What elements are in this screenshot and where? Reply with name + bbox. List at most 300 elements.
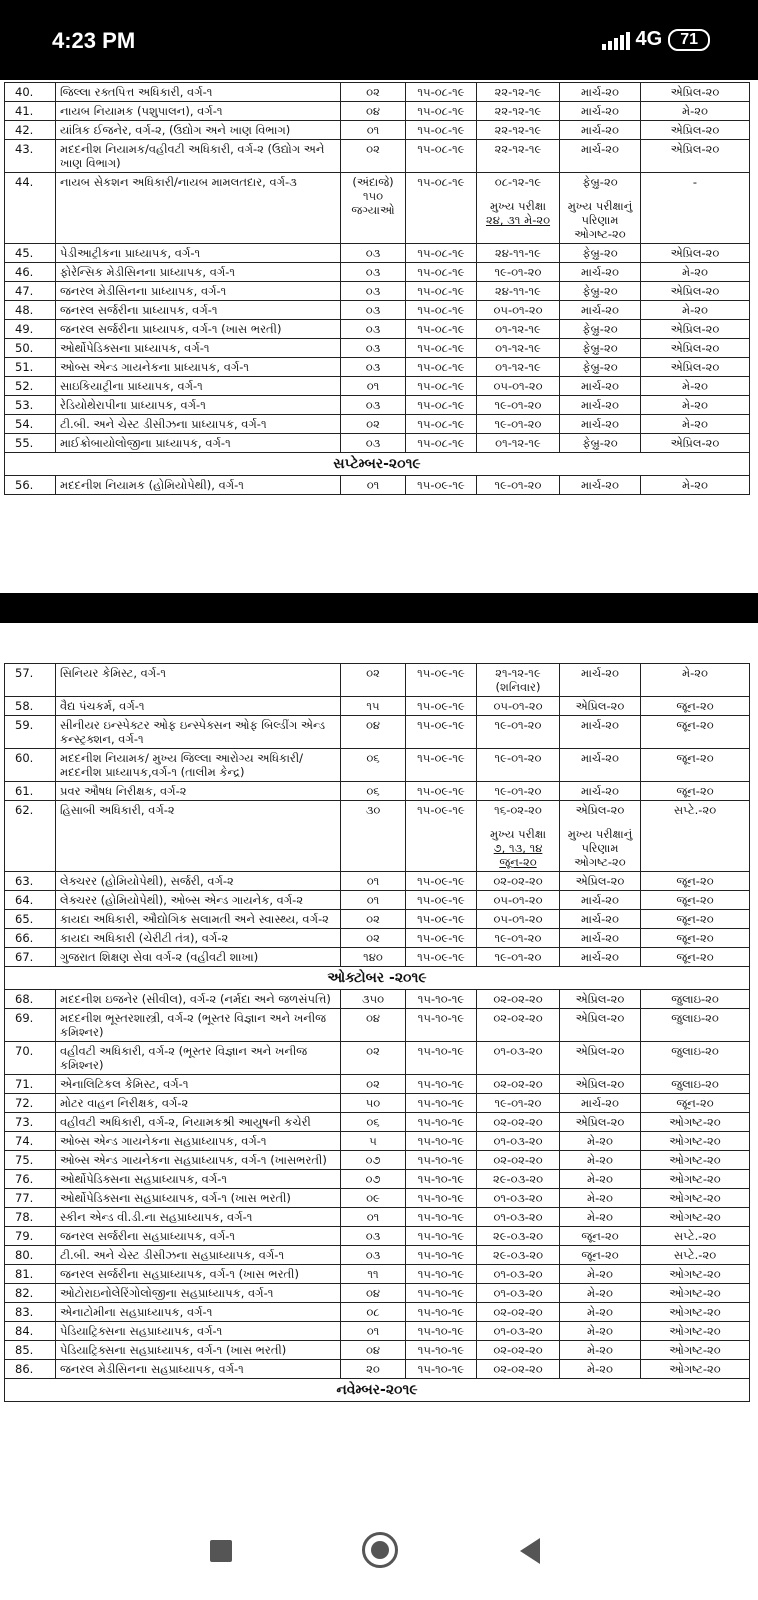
advertisement-date: ૧૫-૧૦-૧૯ xyxy=(406,1113,477,1132)
row-number: 86. xyxy=(5,1360,56,1379)
advertisement-date: ૧૫-૧૦-૧૯ xyxy=(406,1075,477,1094)
post-name: લેક્ચરર (હોમિયોપેથી), ઓબ્સ એન્ડ ગાયનેક, વર્ગ-૨ xyxy=(56,891,341,910)
result-month: મે-૨૦ xyxy=(560,1360,641,1379)
advertisement-date: ૧૫-૦૯-૧૯ xyxy=(406,801,477,872)
row-number: 41. xyxy=(5,102,56,121)
exam-date-cell xyxy=(477,173,560,244)
row-number: 67. xyxy=(5,948,56,967)
vacancy-count: ૦૯ xyxy=(341,1189,406,1208)
vacancy-count: ૧૧ xyxy=(341,1265,406,1284)
table-row xyxy=(5,263,750,282)
interview-month: એપ્રિલ-૨૦ xyxy=(641,358,750,377)
table-row xyxy=(5,1246,750,1265)
result-month: મે-૨૦ xyxy=(560,1284,641,1303)
result-month: માર્ચ-૨૦ xyxy=(560,102,641,121)
table-row xyxy=(5,1113,750,1132)
result-month: મે-૨૦ xyxy=(560,1265,641,1284)
result-month: માર્ચ-૨૦ xyxy=(560,301,641,320)
result-month: ફેબ્રુ-૨૦ xyxy=(560,358,641,377)
vacancy-count: ૦૩ xyxy=(341,282,406,301)
table-row xyxy=(5,1303,750,1322)
row-number: 59. xyxy=(5,716,56,749)
row-number: 42. xyxy=(5,121,56,140)
table-row xyxy=(5,1094,750,1113)
main-exam-result: મુખ્ય પરીક્ષાનું પરિણામ ઓગષ્ટ-૨૦ xyxy=(567,827,633,869)
vacancy-count: ૦૩ xyxy=(341,396,406,415)
result-month: માર્ચ-૨૦ xyxy=(560,948,641,967)
vacancy-count: ૦૬ xyxy=(341,782,406,801)
result-month: મે-૨૦ xyxy=(560,1151,641,1170)
advertisement-date: ૧૫-૦૯-૧૯ xyxy=(406,910,477,929)
exam-date: ૦૨-૦૨-૨૦ xyxy=(477,872,560,891)
table-row xyxy=(5,301,750,320)
exam-date: ૦૫-૦૧-૨૦ xyxy=(477,891,560,910)
main-exam-date: ૨૪, ૩૧ મે-૨૦ xyxy=(485,213,551,227)
table-row xyxy=(5,990,750,1009)
advertisement-date: ૧૫-૦૮-૧૯ xyxy=(406,83,477,102)
vacancy-count: ૦૨ xyxy=(341,1042,406,1075)
exam-date: ૨૪-૧૧-૧૯ xyxy=(477,282,560,301)
interview-month: ઓગષ્ટ-૨૦ xyxy=(641,1208,750,1227)
post-name: પેડિયાટ્રિક્સના સહપ્રાધ્યાપક, વર્ગ-૧ xyxy=(56,1322,341,1341)
table-row xyxy=(5,396,750,415)
exam-date: ૦૧-૧૨-૧૯ xyxy=(477,358,560,377)
result-month: માર્ચ-૨૦ xyxy=(560,664,641,697)
result-month: માર્ચ-૨૦ xyxy=(560,377,641,396)
table-row xyxy=(5,929,750,948)
post-name: વહીવટી અધિકારી, વર્ગ-૨, નિયામકશ્રી આયુષની કચેરી xyxy=(56,1113,341,1132)
result-month: જૂન-૨૦ xyxy=(560,1227,641,1246)
vacancy-count: ૦૨ xyxy=(341,929,406,948)
advertisement-date: ૧૫-૦૮-૧૯ xyxy=(406,434,477,453)
row-number: 68. xyxy=(5,990,56,1009)
advertisement-date: ૧૫-૦૯-૧૯ xyxy=(406,948,477,967)
post-name: વૈદ્ય પંચકર્મ, વર્ગ-૧ xyxy=(56,697,341,716)
vacancy-count: ૨૦ xyxy=(341,1360,406,1379)
interview-month: ઓગષ્ટ-૨૦ xyxy=(641,1151,750,1170)
exam-date: ૦૧-૦૩-૨૦ xyxy=(477,1132,560,1151)
result-month: માર્ચ-૨૦ xyxy=(560,891,641,910)
result-month: મે-૨૦ xyxy=(560,1170,641,1189)
row-number: 54. xyxy=(5,415,56,434)
advertisement-date: ૧૫-૦૯-૧૯ xyxy=(406,872,477,891)
table-row xyxy=(5,282,750,301)
row-number: 46. xyxy=(5,263,56,282)
advertisement-date: ૧૫-૦૮-૧૯ xyxy=(406,102,477,121)
advertisement-date: ૧૫-૧૦-૧૯ xyxy=(406,1151,477,1170)
vacancy-count: ૦૪ xyxy=(341,716,406,749)
vacancy-count: ૦૧ xyxy=(341,377,406,396)
result-month: ફેબ્રુ-૨૦ xyxy=(560,434,641,453)
exam-date: ૦૨-૦૨-૨૦ xyxy=(477,1075,560,1094)
post-name: જનરલ મેડીસિનના સહપ્રાધ્યાપક, વર્ગ-૧ xyxy=(56,1360,341,1379)
advertisement-date: ૧૫-૧૦-૧૯ xyxy=(406,1009,477,1042)
row-number: 61. xyxy=(5,782,56,801)
result-month: મે-૨૦ xyxy=(560,1341,641,1360)
post-name: મદદનીશ ભૂસ્તરશાસ્ત્રી, વર્ગ-૨ (ભૂસ્તર વિજ્ઞાન અને ખનીજ કમિશ્નર) xyxy=(56,1009,341,1042)
row-number: 65. xyxy=(5,910,56,929)
result-month: એપ્રિલ-૨૦ xyxy=(560,1075,641,1094)
table-row xyxy=(5,801,750,872)
row-number: 52. xyxy=(5,377,56,396)
battery-icon: 71 xyxy=(668,29,710,51)
result-month: માર્ચ-૨૦ xyxy=(560,415,641,434)
exam-date: ૧૯-૦૧-૨૦ xyxy=(477,476,560,495)
interview-month: ઓગષ્ટ-૨૦ xyxy=(641,1360,750,1379)
result-month: માર્ચ-૨૦ xyxy=(560,1094,641,1113)
post-name: જનરલ સર્જરીના સહપ્રાધ્યાપક, વર્ગ-૧ xyxy=(56,1227,341,1246)
recents-button-icon[interactable] xyxy=(210,1540,232,1562)
table-row xyxy=(5,1042,750,1075)
exam-date: ૧૯-૦૧-૨૦ xyxy=(477,1094,560,1113)
advertisement-date: ૧૫-૦૯-૧૯ xyxy=(406,716,477,749)
row-number: 78. xyxy=(5,1208,56,1227)
table-row xyxy=(5,948,750,967)
row-number: 49. xyxy=(5,320,56,339)
recruitment-table-1 xyxy=(4,82,750,495)
result-month: ફેબ્રુ-૨૦ xyxy=(560,282,641,301)
main-exam-date: ૭, ૧૩, ૧૪ જૂન-૨૦ xyxy=(493,841,543,869)
back-button-icon[interactable] xyxy=(520,1538,540,1564)
advertisement-date: ૧૫-૧૦-૧૯ xyxy=(406,1360,477,1379)
signal-icon xyxy=(602,30,630,50)
vacancy-count: ૦૧ xyxy=(341,872,406,891)
post-name: કાયદા અધિકારી, ઔદ્યોગિક સલામતી અને સ્વાસ્થ્ય, વર્ગ-૨ xyxy=(56,910,341,929)
result-month: માર્ચ-૨૦ xyxy=(560,716,641,749)
post-name: નાયબ સેકશન અધિકારી/નાયબ મામલતદાર, વર્ગ-૩ xyxy=(56,173,341,244)
interview-month: સપ્ટે.-૨૦ xyxy=(641,801,750,872)
result-month: માર્ચ-૨૦ xyxy=(560,263,641,282)
row-number: 56. xyxy=(5,476,56,495)
post-name: મદદનીશ ઇજનેર (સીવીલ), વર્ગ-૨ (નર્મદા અને જળસંપત્તિ) xyxy=(56,990,341,1009)
post-name: ઓર્થોપેડિક્સના સહપ્રાધ્યાપક, વર્ગ-૧ (ખાસ ભરતી) xyxy=(56,1189,341,1208)
post-name: ટી.બી. અને ચેસ્ટ ડીસીઝના સહપ્રાધ્યાપક, વર્ગ-૧ xyxy=(56,1246,341,1265)
interview-month: સપ્ટે.-૨૦ xyxy=(641,1246,750,1265)
result-month: માર્ચ-૨૦ xyxy=(560,749,641,782)
advertisement-date: ૧૫-૦૮-૧૯ xyxy=(406,320,477,339)
advertisement-date: ૧૫-૦૯-૧૯ xyxy=(406,929,477,948)
row-number: 77. xyxy=(5,1189,56,1208)
row-number: 84. xyxy=(5,1322,56,1341)
post-name: મદદનીશ નિયામક/ મુખ્ય જિલ્લા આરોગ્ય અધિકારી/મદદનીશ પ્રાધ્યાપક,વર્ગ-૧ (તાલીમ કેન્દ્ર) xyxy=(56,749,341,782)
post-name: નાયબ નિયામક (પશુપાલન), વર્ગ-૧ xyxy=(56,102,341,121)
post-name: ઓબ્સ એન્ડ ગાયનેકના પ્રાધ્યાપક, વર્ગ-૧ xyxy=(56,358,341,377)
vacancy-count: ૦૧ xyxy=(341,476,406,495)
month-divider-september xyxy=(5,453,750,476)
interview-month: જૂન-૨૦ xyxy=(641,782,750,801)
advertisement-date: ૧૫-૧૦-૧૯ xyxy=(406,1265,477,1284)
result-month: માર્ચ-૨૦ xyxy=(560,121,641,140)
advertisement-date: ૧૫-૦૮-૧૯ xyxy=(406,173,477,244)
post-name: રેડિયોથેરાપીના પ્રાધ્યાપક, વર્ગ-૧ xyxy=(56,396,341,415)
exam-date: ૧૯-૦૧-૨૦ xyxy=(477,396,560,415)
advertisement-date: ૧૫-૧૦-૧૯ xyxy=(406,990,477,1009)
table-row xyxy=(5,1009,750,1042)
vacancy-count: ૦૬ xyxy=(341,749,406,782)
row-number: 51. xyxy=(5,358,56,377)
advertisement-date: ૧૫-૧૦-૧૯ xyxy=(406,1227,477,1246)
advertisement-date: ૧૫-૦૯-૧૯ xyxy=(406,476,477,495)
interview-month: જૂન-૨૦ xyxy=(641,929,750,948)
result-cell xyxy=(560,801,641,872)
main-exam-result: મુખ્ય પરીક્ષાનું પરિણામ ઓગષ્ટ-૨૦ xyxy=(567,199,633,241)
exam-date: ૨૨-૧૨-૧૯ xyxy=(477,140,560,173)
vacancy-count: ૦૩ xyxy=(341,1227,406,1246)
row-number: 40. xyxy=(5,83,56,102)
interview-month: મે-૨૦ xyxy=(641,263,750,282)
advertisement-date: ૧૫-૦૮-૧૯ xyxy=(406,140,477,173)
result-month: માર્ચ-૨૦ xyxy=(560,83,641,102)
interview-month: મે-૨૦ xyxy=(641,102,750,121)
vacancy-count: ૦૬ xyxy=(341,1113,406,1132)
post-name: ફોરેન્સિક મેડીસિનના પ્રાધ્યાપક, વર્ગ-૧ xyxy=(56,263,341,282)
post-name: એનાલિટિકલ કેમિસ્ટ, વર્ગ-૧ xyxy=(56,1075,341,1094)
advertisement-date: ૧૫-૦૮-૧૯ xyxy=(406,301,477,320)
vacancy-count: ૫ xyxy=(341,1132,406,1151)
vacancy-count: ૦૩ xyxy=(341,244,406,263)
vacancy-count: ૦૨ xyxy=(341,415,406,434)
exam-date: ૦૧-૦૩-૨૦ xyxy=(477,1322,560,1341)
month-divider-november xyxy=(5,1379,750,1402)
table-row xyxy=(5,1341,750,1360)
result-month: મે-૨૦ xyxy=(560,1132,641,1151)
exam-date: ૦૫-૦૧-૨૦ xyxy=(477,377,560,396)
table-row xyxy=(5,121,750,140)
advertisement-date: ૧૫-૦૮-૧૯ xyxy=(406,396,477,415)
vacancy-count: ૦૧ xyxy=(341,1208,406,1227)
interview-month: ઓગષ્ટ-૨૦ xyxy=(641,1265,750,1284)
result-month: એપ્રિલ-૨૦ xyxy=(560,990,641,1009)
main-exam-label: મુખ્ય પરીક્ષા xyxy=(489,827,547,841)
main-exam-label: મુખ્ય પરીક્ષા xyxy=(489,199,547,213)
row-number: 71. xyxy=(5,1075,56,1094)
exam-date: ૨૯-૦૩-૨૦ xyxy=(477,1227,560,1246)
table-row xyxy=(5,173,750,244)
exam-date: ૧૯-૦૧-૨૦ xyxy=(477,929,560,948)
exam-date: ૦૧-૦૩-૨૦ xyxy=(477,1042,560,1075)
advertisement-date: ૧૫-૦૯-૧૯ xyxy=(406,891,477,910)
vacancy-count: (અંદાજે) ૧૫૦ જગ્યાઓ xyxy=(341,173,406,244)
vacancy-count: ૦૨ xyxy=(341,664,406,697)
post-name: ઓટોરાઇનોલેરિંગોલોજીના સહપ્રાધ્યાપક, વર્ગ-૧ xyxy=(56,1284,341,1303)
table-row xyxy=(5,339,750,358)
table-row xyxy=(5,664,750,697)
row-number: 74. xyxy=(5,1132,56,1151)
result-month: ફેબ્રુ-૨૦ xyxy=(560,339,641,358)
interview-month: એપ્રિલ-૨૦ xyxy=(641,339,750,358)
vacancy-count: ૦૪ xyxy=(341,1341,406,1360)
row-number: 50. xyxy=(5,339,56,358)
result-month: માર્ચ-૨૦ xyxy=(560,396,641,415)
row-number: 85. xyxy=(5,1341,56,1360)
vacancy-count: ૦૧ xyxy=(341,891,406,910)
interview-month: જૂન-૨૦ xyxy=(641,1094,750,1113)
vacancy-count: ૦૪ xyxy=(341,1284,406,1303)
post-name: હિસાબી અધિકારી, વર્ગ-૨ xyxy=(56,801,341,872)
post-name: ઓર્થોપેડિક્સના સહપ્રાધ્યાપક, વર્ગ-૧ xyxy=(56,1170,341,1189)
exam-date: ૦૨-૦૨-૨૦ xyxy=(477,1341,560,1360)
interview-month: જૂન-૨૦ xyxy=(641,749,750,782)
exam-date: ૧૯-૦૧-૨૦ xyxy=(477,749,560,782)
table-row xyxy=(5,1322,750,1341)
exam-date: ૦૨-૦૨-૨૦ xyxy=(477,1360,560,1379)
month-header: ઓક્ટોબર -૨૦૧૯ xyxy=(5,967,750,990)
table-row xyxy=(5,716,750,749)
interview-month: જુલાઇ-૨૦ xyxy=(641,1042,750,1075)
interview-month: જૂન-૨૦ xyxy=(641,910,750,929)
post-name: લેક્ચરર (હોમિયોપેથી), સર્જરી, વર્ગ-૨ xyxy=(56,872,341,891)
table-row xyxy=(5,358,750,377)
post-name: સાઇકિયાટ્રીના પ્રાધ્યાપક, વર્ગ-૧ xyxy=(56,377,341,396)
status-icons xyxy=(602,28,710,51)
result-month: જૂન-૨૦ xyxy=(560,1246,641,1265)
exam-date: ૦૫-૦૧-૨૦ xyxy=(477,910,560,929)
post-name: સીનીયર ઇન્સ્પેક્ટર ઓફ ઇન્સ્પેક્સન ઓફ બિલ્ડીંગ એન્ડ કન્સ્ટ્રક્શન, વર્ગ-૧ xyxy=(56,716,341,749)
row-number: 81. xyxy=(5,1265,56,1284)
interview-month: ઓગષ્ટ-૨૦ xyxy=(641,1303,750,1322)
table-row xyxy=(5,1075,750,1094)
post-name: કાયદા અધિકારી (ચેરીટી તંત્ર), વર્ગ-૨ xyxy=(56,929,341,948)
row-number: 44. xyxy=(5,173,56,244)
interview-month: જૂન-૨૦ xyxy=(641,891,750,910)
status-time: 4:23 PM xyxy=(52,28,136,53)
advertisement-date: ૧૫-૦૮-૧૯ xyxy=(406,244,477,263)
post-name: ગુજરાત શિક્ષણ સેવા વર્ગ-૨ (વહીવટી શાખા) xyxy=(56,948,341,967)
exam-date: ૦૮-૧૨-૧૯ xyxy=(494,175,542,189)
table-row xyxy=(5,1189,750,1208)
interview-month: મે-૨૦ xyxy=(641,301,750,320)
post-name: મદદનીશ નિયામક/વહીવટી અધિકારી, વર્ગ-૨ (ઉદ્યોગ અને ખાણ વિભાગ) xyxy=(56,140,341,173)
post-name: ટી.બી. અને ચેસ્ટ ડીસીઝના પ્રાધ્યાપક, વર્ગ-૧ xyxy=(56,415,341,434)
vacancy-count: ૩૫૦ xyxy=(341,990,406,1009)
row-number: 57. xyxy=(5,664,56,697)
advertisement-date: ૧૫-૦૮-૧૯ xyxy=(406,263,477,282)
document-page-1[interactable] xyxy=(0,80,758,593)
interview-month: ઓગષ્ટ-૨૦ xyxy=(641,1284,750,1303)
table-row xyxy=(5,872,750,891)
interview-month: એપ્રિલ-૨૦ xyxy=(641,434,750,453)
interview-month: સપ્ટે.-૨૦ xyxy=(641,1227,750,1246)
vacancy-count: ૦૨ xyxy=(341,140,406,173)
post-name: માઈક્રોબાયોલોજીના પ્રાધ્યાપક, વર્ગ-૧ xyxy=(56,434,341,453)
interview-month: એપ્રિલ-૨૦ xyxy=(641,121,750,140)
row-number: 72. xyxy=(5,1094,56,1113)
vacancy-count: ૦૩ xyxy=(341,320,406,339)
advertisement-date: ૧૫-૧૦-૧૯ xyxy=(406,1284,477,1303)
status-bar xyxy=(0,0,758,80)
post-name: જનરલ મેડીસિનના પ્રાધ્યાપક, વર્ગ-૧ xyxy=(56,282,341,301)
result-month: એપ્રિલ-૨૦ xyxy=(560,1009,641,1042)
table-row xyxy=(5,1227,750,1246)
exam-date: ૦૧-૦૩-૨૦ xyxy=(477,1208,560,1227)
table-row xyxy=(5,1170,750,1189)
vacancy-count: ૦૩ xyxy=(341,1246,406,1265)
interview-month: જુલાઇ-૨૦ xyxy=(641,1075,750,1094)
table-row xyxy=(5,1132,750,1151)
exam-date: ૨૯-૦૩-૨૦ xyxy=(477,1246,560,1265)
exam-date: ૨૯-૦૩-૨૦ xyxy=(477,1170,560,1189)
row-number: 55. xyxy=(5,434,56,453)
post-name: ઓબ્સ એન્ડ ગાયનેકના સહપ્રાધ્યાપક, વર્ગ-૧ (ખાસભરતી) xyxy=(56,1151,341,1170)
interview-month: એપ્રિલ-૨૦ xyxy=(641,140,750,173)
advertisement-date: ૧૫-૦૮-૧૯ xyxy=(406,377,477,396)
advertisement-date: ૧૫-૦૮-૧૯ xyxy=(406,339,477,358)
exam-date: ૨૨-૧૨-૧૯ xyxy=(477,102,560,121)
vacancy-count: ૦૪ xyxy=(341,102,406,121)
row-number: 53. xyxy=(5,396,56,415)
vacancy-count: ૦૩ xyxy=(341,339,406,358)
result-month: મે-૨૦ xyxy=(560,1322,641,1341)
interview-month: મે-૨૦ xyxy=(641,377,750,396)
result-month: એપ્રિલ-૨૦ xyxy=(560,872,641,891)
month-header: સપ્ટેમ્બર-૨૦૧૯ xyxy=(5,453,750,476)
navigation-bar xyxy=(0,1500,758,1600)
post-name: મોટર વાહન નિરીક્ષક, વર્ગ-૨ xyxy=(56,1094,341,1113)
home-button-icon[interactable] xyxy=(362,1532,398,1568)
table-row xyxy=(5,140,750,173)
exam-date: ૧૯-૦૧-૨૦ xyxy=(477,948,560,967)
result-month: મે-૨૦ xyxy=(560,1303,641,1322)
post-name: પેડીઆટ્રીકના પ્રાધ્યાપક, વર્ગ-૧ xyxy=(56,244,341,263)
table-row xyxy=(5,1284,750,1303)
vacancy-count: ૦૨ xyxy=(341,910,406,929)
row-number: 69. xyxy=(5,1009,56,1042)
exam-date: ૦૧-૧૨-૧૯ xyxy=(477,320,560,339)
table-row xyxy=(5,1360,750,1379)
post-name: યાંત્રિક ઈજનેર, વર્ગ-૨, (ઉદ્યોગ અને ખાણ વિભાગ) xyxy=(56,121,341,140)
vacancy-count: ૧૪૦ xyxy=(341,948,406,967)
advertisement-date: ૧૫-૧૦-૧૯ xyxy=(406,1189,477,1208)
post-name: સિનિયર કેમિસ્ટ, વર્ગ-૧ xyxy=(56,664,341,697)
page-separator xyxy=(0,593,758,623)
interview-month: ઓગષ્ટ-૨૦ xyxy=(641,1189,750,1208)
exam-date: ૨૧-૧૨-૧૯ (શનિવાર) xyxy=(477,664,560,697)
exam-date: ૦૧-૦૩-૨૦ xyxy=(477,1265,560,1284)
exam-date: ૨૪-૧૧-૧૯ xyxy=(477,244,560,263)
result-month: એપ્રિલ-૨૦ xyxy=(575,803,625,817)
post-name: જિલ્લા રક્તપિત્ત અધિકારી, વર્ગ-૧ xyxy=(56,83,341,102)
network-type: 4G xyxy=(635,28,663,50)
recruitment-table-2 xyxy=(4,663,750,1402)
vacancy-count: ૦૩ xyxy=(341,301,406,320)
row-number: 48. xyxy=(5,301,56,320)
row-number: 76. xyxy=(5,1170,56,1189)
document-page-2[interactable] xyxy=(0,623,758,1500)
interview-month: એપ્રિલ-૨૦ xyxy=(641,320,750,339)
table-row xyxy=(5,244,750,263)
row-number: 79. xyxy=(5,1227,56,1246)
vacancy-count: ૩૦ xyxy=(341,801,406,872)
interview-month: ઓગષ્ટ-૨૦ xyxy=(641,1341,750,1360)
post-name: ઓર્થોપેડિક્સના પ્રાધ્યાપક, વર્ગ-૧ xyxy=(56,339,341,358)
result-month: ફેબ્રુ-૨૦ xyxy=(560,320,641,339)
advertisement-date: ૧૫-૧૦-૧૯ xyxy=(406,1341,477,1360)
interview-month: મે-૨૦ xyxy=(641,415,750,434)
vacancy-count: ૦૨ xyxy=(341,1075,406,1094)
exam-date: ૦૨-૦૨-૨૦ xyxy=(477,1151,560,1170)
exam-date: ૦૨-૦૨-૨૦ xyxy=(477,1009,560,1042)
interview-month: જૂન-૨૦ xyxy=(641,872,750,891)
table-row xyxy=(5,320,750,339)
post-name: જનરલ સર્જરીના પ્રાધ્યાપક, વર્ગ-૧ xyxy=(56,301,341,320)
table-row xyxy=(5,891,750,910)
table-row xyxy=(5,1265,750,1284)
advertisement-date: ૧૫-૧૦-૧૯ xyxy=(406,1094,477,1113)
advertisement-date: ૧૫-૦૮-૧૯ xyxy=(406,415,477,434)
row-number: 66. xyxy=(5,929,56,948)
result-month: ફેબ્રુ-૨૦ xyxy=(560,244,641,263)
table-row xyxy=(5,377,750,396)
